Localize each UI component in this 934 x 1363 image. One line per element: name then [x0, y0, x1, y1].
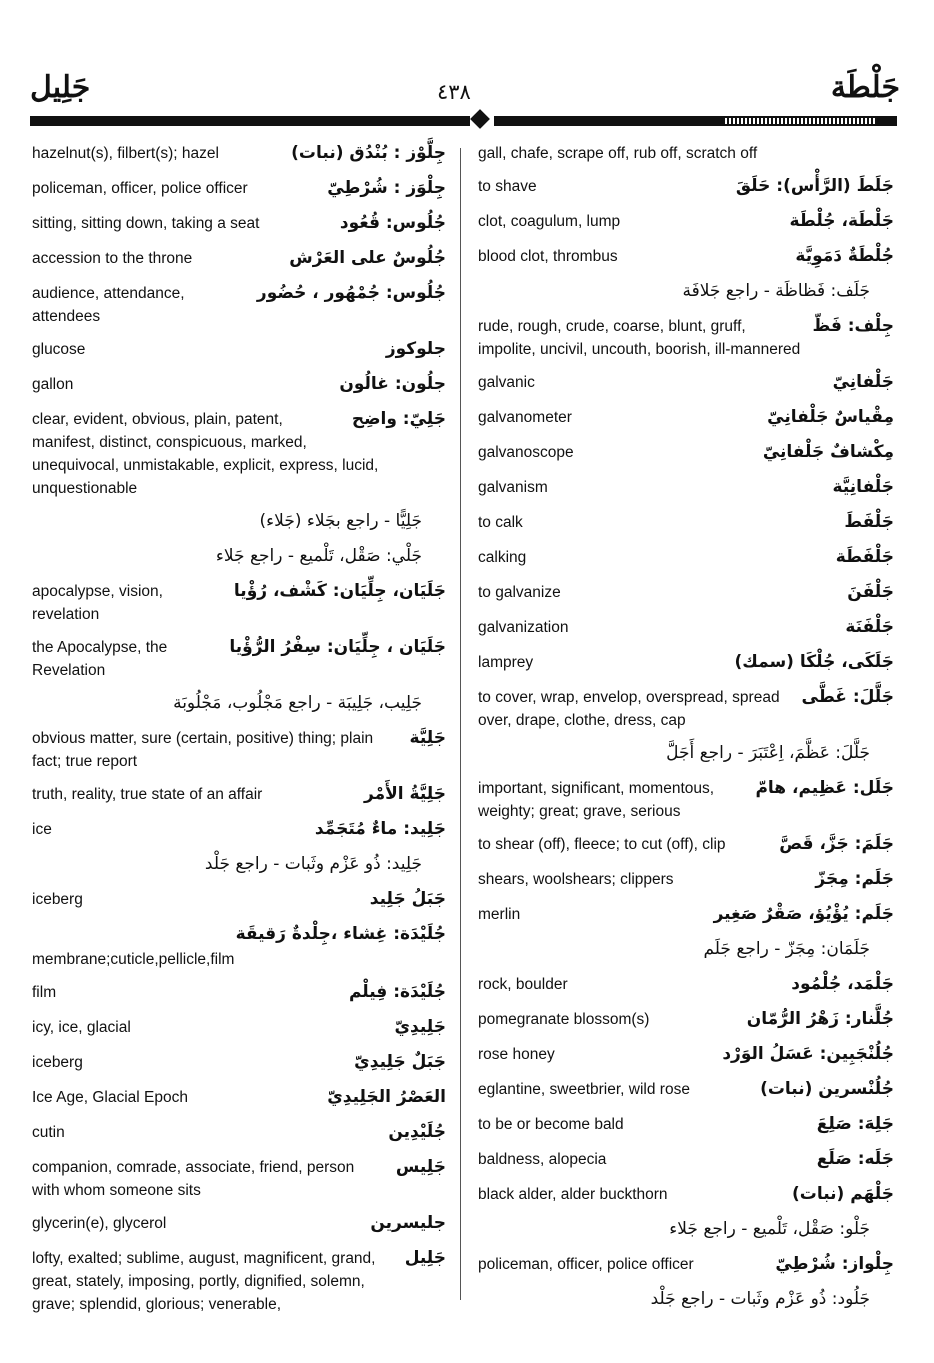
english-definition: apocalypse, vision, revelation — [32, 583, 163, 623]
english-definition: glycerin(e), glycerol — [32, 1215, 167, 1232]
arabic-headword: جَلْفَنَ — [847, 582, 894, 602]
dictionary-entry — [32, 371, 446, 398]
arabic-headword: جَلِهَ: صَلِعَ — [816, 1114, 894, 1134]
arabic-headword: جَلِيدِيّ — [394, 1017, 446, 1037]
dictionary-entry — [32, 1245, 446, 1316]
arabic-headword: جليسرين — [370, 1213, 446, 1233]
arabic-headword: جَلِيَّةُ الأَمْر — [364, 784, 446, 804]
english-definition: film — [32, 984, 57, 1001]
english-definition: audience, attendance, attendees — [32, 285, 185, 325]
dictionary-entry — [32, 725, 446, 773]
dictionary-entry — [478, 173, 894, 200]
arabic-headword: جَلِيَّة — [409, 728, 446, 748]
arabic-headword: جَلَيَان، جِلِّيَان: كَشْف، رُؤْيا — [233, 581, 446, 601]
arabic-headword: جَلَل: عَظِيم، هامّ — [755, 778, 894, 798]
arabic-headword: جَلْمَد، جُلْمُود — [791, 974, 894, 994]
dictionary-entry — [478, 1006, 894, 1033]
dictionary-entry — [478, 1251, 894, 1278]
arabic-headword: جلوكوز — [385, 339, 446, 359]
arabic-headword: جُلَيْدِين — [388, 1122, 446, 1142]
english-definition: eglantine, sweetbrier, wild rose — [478, 1081, 690, 1098]
dictionary-entry — [478, 1111, 894, 1138]
english-definition: calking — [478, 549, 527, 566]
arabic-headword: جُلَيْدَة: فِيلْم — [348, 982, 446, 1002]
arabic-headword: جَلُود: ذُو عَزْم وثَبات - راجع جَلْد — [650, 1289, 870, 1309]
dictionary-entry — [478, 1216, 894, 1243]
dictionary-entry — [32, 336, 446, 363]
english-definition: gallon — [32, 376, 74, 393]
dictionary-entry — [478, 1146, 894, 1173]
running-head-left: جَلِيل — [30, 70, 91, 105]
arabic-headword: جَلْهَم (نبات) — [792, 1184, 894, 1204]
english-definition: clot, coagulum, lump — [478, 213, 621, 230]
english-definition: galvanoscope — [478, 444, 574, 461]
dictionary-entry — [32, 543, 446, 570]
dictionary-entry — [478, 369, 894, 396]
dictionary-entry — [32, 1154, 446, 1202]
arabic-headword: جُلُوس: قُعُود — [339, 213, 446, 233]
dictionary-entry — [478, 474, 894, 501]
dictionary-entry — [32, 210, 446, 237]
arabic-headword: جَلْفَطَة — [835, 547, 894, 567]
dictionary-entry — [32, 1084, 446, 1111]
english-definition: galvanism — [478, 479, 548, 496]
english-definition: gall, chafe, scrape off, rub off, scratch off — [478, 145, 758, 162]
english-definition: iceberg — [32, 891, 83, 908]
english-definition: shears, woolshears; clippers — [478, 871, 674, 888]
dictionary-entry — [32, 508, 446, 535]
arabic-headword: مِكْشافٌ جَلْفانِيّ — [762, 442, 894, 462]
arabic-headword: العَصْرُ الجَلِيدِيّ — [327, 1087, 446, 1107]
dictionary-entry — [32, 921, 446, 971]
english-definition: to cover, wrap, envelop, overspread, spread over, drape, clothe, dress, cap — [478, 689, 780, 729]
arabic-headword: جُلُوس: جُمْهُور ، حُضُور — [256, 283, 446, 303]
arabic-headword: جَلَمَان: مِجَزّ - راجع جَلَم — [703, 939, 870, 959]
dictionary-entry — [478, 278, 894, 305]
arabic-headword: جُلُنْسرين (نبات) — [760, 1079, 894, 1099]
dictionary-entry — [32, 1210, 446, 1237]
english-definition: companion, comrade, associate, friend, person with whom someone sits — [32, 1159, 355, 1199]
arabic-headword: جَلَف: فَظاظَة - راجع جَلافَة — [682, 281, 870, 301]
english-definition: galvanic — [478, 374, 535, 391]
dictionary-entry — [478, 509, 894, 536]
header-rule-right — [494, 116, 897, 126]
arabic-headword: جَلَيَان ، جِلِّيَان: سِفْرُ الرُّؤْيا — [229, 637, 446, 657]
header-rule-left — [30, 116, 470, 126]
arabic-headword: جَلِيب، جَلِيبَة - راجع مَجْلُوب، مَجْلُوبَة — [173, 693, 422, 713]
english-definition: truth, reality, true state of an affair — [32, 786, 263, 803]
dictionary-entry — [32, 175, 446, 202]
english-definition: accession to the throne — [32, 250, 193, 267]
dictionary-entry — [478, 775, 894, 823]
dictionary-entry — [478, 544, 894, 571]
english-definition: to be or become bald — [478, 1116, 624, 1133]
dictionary-entry — [478, 313, 894, 361]
arabic-headword: جُلَيْدَة: غِشاء ،جِلْدةٌ رَقيقَة — [235, 924, 446, 944]
english-definition: lamprey — [478, 654, 534, 671]
arabic-headword: جَلِيد: ذُو عَزْم وثَبات - راجع جَلْد — [204, 854, 422, 874]
dictionary-entry — [478, 614, 894, 641]
dictionary-entry — [32, 886, 446, 913]
arabic-headword: جلُون: غالُون — [339, 374, 446, 394]
english-definition: obvious matter, sure (certain, positive) thing; plain fact; true report — [32, 730, 374, 770]
arabic-headword: جِلْواز: شُرْطِيّ — [775, 1254, 894, 1274]
arabic-headword: جُلَّنار: زَهْرُ الرُّمّان — [746, 1009, 894, 1029]
english-definition: rude, rough, crude, coarse, blunt, gruff, impolite, uncivil, uncouth, boorish, ill-mannered — [478, 318, 801, 358]
dictionary-entry — [32, 816, 446, 843]
english-definition: policeman, officer, police officer — [478, 1256, 694, 1273]
arabic-headword: جَلَم: مِجَزّ — [815, 869, 894, 889]
dictionary-entry — [478, 439, 894, 466]
arabic-headword: جُلْطَةٌ دَمَوِيَّة — [795, 246, 894, 266]
english-definition: to shave — [478, 178, 537, 195]
english-definition: pomegranate blossom(s) — [478, 1011, 650, 1028]
arabic-headword: جَلْو: صَقْل، تَلْميع - راجع جَلاء — [669, 1219, 870, 1239]
arabic-headword: جَلْفَنَة — [845, 617, 894, 637]
dictionary-entry — [32, 406, 446, 500]
dictionary-entry — [32, 634, 446, 682]
arabic-headword: جَلْطَة، جُلْطَة — [789, 211, 894, 231]
dictionary-entry — [478, 684, 894, 732]
english-definition: to calk — [478, 514, 523, 531]
english-definition: rose honey — [478, 1046, 555, 1063]
dictionary-entry — [32, 979, 446, 1006]
english-definition: rock, boulder — [478, 976, 568, 993]
english-definition: lofty, exalted; sublime, august, magnificent, grand, great, stately, imposing, portly, dignified, solemn, grave; splendid, glorious; venerable, — [32, 1250, 376, 1313]
english-definition: blood clot, thrombus — [478, 248, 618, 265]
english-definition: important, significant, momentous, weighty; great; grave, serious — [478, 780, 715, 820]
column-divider — [460, 148, 461, 1300]
english-definition: sitting, sitting down, taking a seat — [32, 215, 260, 232]
english-definition: the Apocalypse, the Revelation — [32, 639, 168, 679]
dictionary-entry — [478, 579, 894, 606]
page-number: ٤٣٨ — [437, 80, 471, 104]
dictionary-entry — [478, 901, 894, 928]
arabic-headword: جَلْفانِيَّة — [832, 477, 894, 497]
arabic-headword: مِقْياسٌ جَلْفانِيّ — [767, 407, 894, 427]
arabic-headword: جَلِيًّا - راجع بجَلاء (جَلاء) — [259, 511, 422, 531]
dictionary-entry — [478, 1286, 894, 1313]
arabic-headword: جِلْوَز : شُرْطِيّ — [327, 178, 446, 198]
dictionary-entry — [32, 1119, 446, 1146]
arabic-headword: جِلْف: فَظّ — [812, 316, 894, 336]
dictionary-entry — [32, 851, 446, 878]
arabic-headword: جَلَّلَ: غَطَّى — [801, 687, 894, 707]
dictionary-entry — [478, 1041, 894, 1068]
dictionary-entry — [478, 936, 894, 963]
arabic-headword: جَلْفَطَ — [844, 512, 894, 532]
english-definition: policeman, officer, police officer — [32, 180, 248, 197]
arabic-headword: جَلَم: يُؤْيُؤ، صَقْرٌ صَغِير — [713, 904, 894, 924]
arabic-headword: جَلَّلَ: عَظَّمَ، اِعْتَبَرَ - راجع أَجَلَّ — [666, 743, 870, 763]
dictionary-entry — [32, 1049, 446, 1076]
arabic-headword: جِلَّوْز : بُنْدُق (نبات) — [291, 143, 446, 163]
dictionary-entry — [32, 1014, 446, 1041]
dictionary-entry — [32, 140, 446, 167]
english-definition: clear, evident, obvious, plain, patent, manifest, distinct, conspicuous, marked, unequivocal, unmistakable, explicit, express, lucid, unquestionable — [32, 411, 379, 497]
arabic-headword: جَلَطَ (الرَّأْس): حَلَقَ — [735, 176, 894, 196]
left-column — [32, 140, 446, 1324]
english-definition: merlin — [478, 906, 521, 923]
dictionary-entry — [478, 831, 894, 858]
arabic-headword: جَبَلُ جَلِيد — [369, 889, 446, 909]
dictionary-entry — [32, 245, 446, 272]
dictionary-entry — [32, 690, 446, 717]
english-definition: glucose — [32, 341, 86, 358]
running-head-right: جَلْطَة — [830, 70, 900, 105]
arabic-headword: جَلَكَى، جُلْكَا (سمك) — [734, 652, 894, 672]
arabic-headword: جُلُنْجَبِين: عَسَلُ الوَرْد — [722, 1044, 894, 1064]
dictionary-entry — [478, 208, 894, 235]
arabic-headword: جَلِيل — [404, 1248, 446, 1268]
dictionary-entry — [478, 971, 894, 998]
dictionary-entry — [32, 280, 446, 328]
english-definition: icy, ice, glacial — [32, 1019, 131, 1036]
header-diamond-ornament — [470, 109, 490, 129]
english-definition: to shear (off), fleece; to cut (off), clip — [478, 836, 726, 853]
english-definition: galvanometer — [478, 409, 572, 426]
dictionary-entry — [32, 578, 446, 626]
english-definition: hazelnut(s), filbert(s); hazel — [32, 145, 219, 162]
arabic-headword: جَلَه: صَلَع — [816, 1149, 894, 1169]
english-definition: iceberg — [32, 1054, 83, 1071]
english-definition: galvanization — [478, 619, 569, 636]
dictionary-entry — [478, 404, 894, 431]
english-definition: baldness, alopecia — [478, 1151, 607, 1168]
english-definition: cutin — [32, 1124, 65, 1141]
english-definition: ice — [32, 821, 52, 838]
english-definition: black alder, alder buckthorn — [478, 1186, 668, 1203]
arabic-headword: جَلْي: صَقْل، تَلْميع - راجع جَلاء — [215, 546, 422, 566]
arabic-headword: جَلَمَ: جَزَّ، قَصَّ — [779, 834, 894, 854]
arabic-headword: جَلِيس — [395, 1157, 446, 1177]
arabic-headword: جَلِيّ: واضِح — [351, 409, 446, 429]
dictionary-entry — [478, 1076, 894, 1103]
dictionary-entry — [478, 649, 894, 676]
dictionary-entry — [478, 740, 894, 767]
english-definition: Ice Age, Glacial Epoch — [32, 1089, 188, 1106]
dictionary-entry — [478, 866, 894, 893]
dictionary-entry — [478, 243, 894, 270]
dictionary-entry — [32, 781, 446, 808]
arabic-headword: جَبَلٌ جَلِيدِيّ — [354, 1052, 446, 1072]
english-definition: to galvanize — [478, 584, 561, 601]
english-definition: membrane;cuticle,pellicle,film — [32, 951, 235, 968]
right-column — [478, 140, 894, 1321]
dictionary-entry — [478, 1181, 894, 1208]
arabic-headword: جَلْفانِيّ — [832, 372, 894, 392]
arabic-headword: جَلِيد: ماءٌ مُتَجَمِّد — [314, 819, 446, 839]
arabic-headword: جُلُوسٌ على العَرْش — [289, 248, 446, 268]
dictionary-entry — [478, 140, 894, 165]
